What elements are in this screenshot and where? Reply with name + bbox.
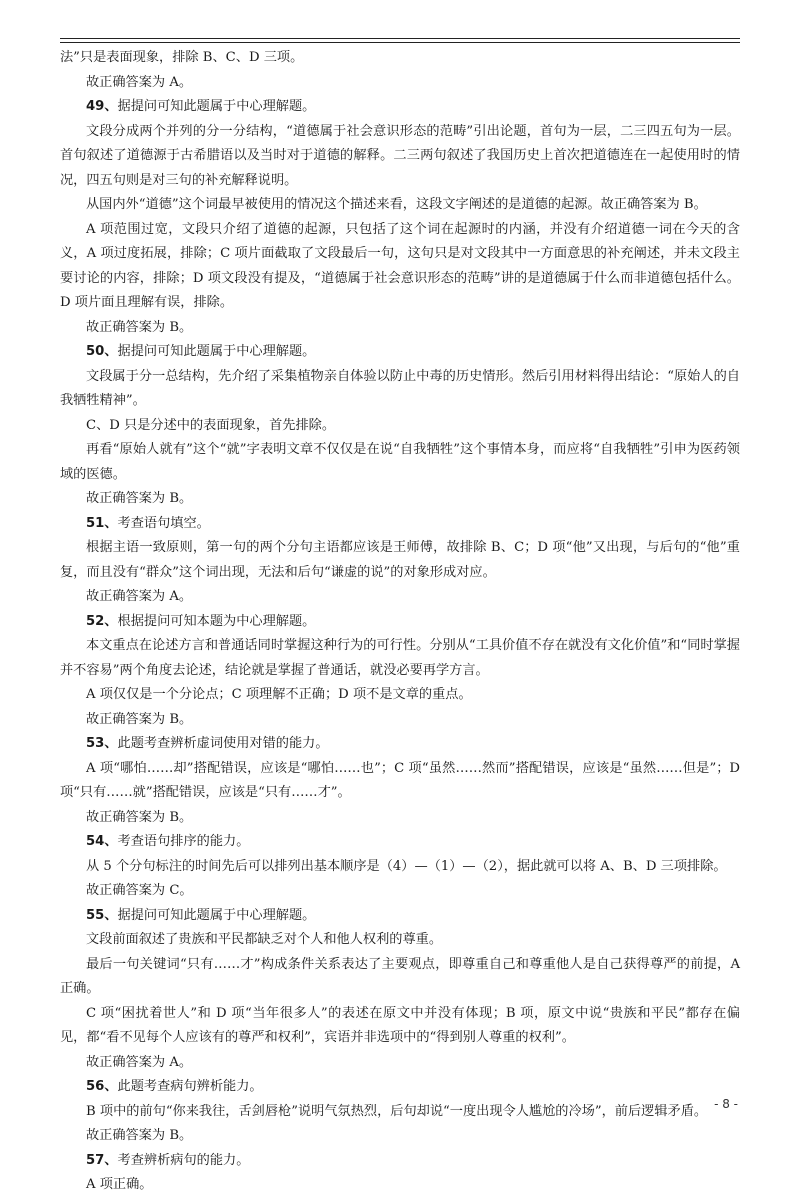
question-number: 56、 — [86, 1079, 118, 1094]
paragraph — [60, 1100, 740, 1125]
paragraph-text: 从 5 个分句标注的时间先后可以排列出基本顺序是（4）—（1）—（2），据此就可以将 A、B、D 三项排除。 — [86, 858, 727, 874]
paragraph — [60, 46, 740, 71]
paragraph — [60, 928, 740, 953]
paragraph-text: 故正确答案为 A。 — [86, 74, 193, 90]
paragraph-text: 此题考查辨析虚词使用对错的能力。 — [117, 736, 329, 751]
paragraph — [60, 193, 740, 218]
question-number: 57、 — [86, 1152, 118, 1168]
paragraph — [60, 487, 740, 512]
answer-explanations-body — [60, 46, 740, 1198]
paragraph — [60, 71, 740, 96]
question-number: 49、 — [86, 99, 118, 114]
paragraph-text: 最后一句关键词“只有……才”构成条件关系表达了主要观点，即尊重自己和尊重他人是自己获得尊严的前提，A 正确。 — [60, 956, 740, 996]
paragraph-text: 本文重点在论述方言和普通话同时掌握这种行为的可行性。分别从“工具价值不存在就没有文化价值”和“同时掌握并不容易”两个角度去论述，结论就是掌握了普通话，就没必要再学方言。 — [60, 638, 740, 678]
question-number: 50、 — [86, 344, 118, 359]
paragraph — [60, 855, 740, 880]
paragraph-text: C 项“困扰着世人”和 D 项“当年很多人”的表述在原文中并没有体现；B 项，原文中说“贵族和平民”都存在偏见，都“看不见每个人应该有的尊严和权利”，宾语并非选项中的“得到别人尊重的权利”。 — [60, 1005, 740, 1045]
paragraph — [60, 316, 740, 341]
paragraph — [60, 806, 740, 831]
paragraph — [60, 438, 740, 487]
paragraph — [60, 757, 740, 806]
paragraph-text: 故正确答案为 A。 — [86, 1054, 193, 1070]
paragraph — [60, 218, 740, 316]
paragraph — [60, 879, 740, 904]
paragraph-text: 故正确答案为 B。 — [86, 319, 193, 335]
paragraph-text: A 项仅仅是一个分论点；C 项理解不正确；D 项不是文章的重点。 — [86, 687, 472, 702]
paragraph — [60, 1124, 740, 1149]
header-rule-thin — [60, 42, 740, 43]
paragraph — [60, 634, 740, 683]
question-heading — [60, 340, 740, 365]
paragraph — [60, 683, 740, 708]
paragraph-text: 据提问可知此题属于中心理解题。 — [117, 907, 316, 923]
paragraph — [60, 414, 740, 439]
question-number: 55、 — [86, 907, 118, 923]
paragraph-text: 文段分成两个并列的分一分结构，“道德属于社会意识形态的范畴”引出论题，首句为一层，二三四五句为一层。首句叙述了道德源于古希腊语以及当时对于道德的解释。二三两句叙述了我国历史上首次把道德连在一起使用时的情况，四五句则是对三句的补充解释说明。 — [60, 123, 740, 188]
paragraph-text: 根据主语一致原则，第一句的两个分句主语都应该是王师傅，故排除 B、C；D 项“他”又出现，与后句的“他”重复，而且没有“群众”这个词出现，无法和后句“谦虚的说”的对象形成对应。 — [60, 540, 740, 580]
paragraph — [60, 1002, 740, 1051]
paragraph-text: 考查辨析病句的能力。 — [117, 1152, 250, 1168]
paragraph — [60, 120, 740, 194]
paragraph-text: B 项中的前句“你来我往，舌剑唇枪”说明气氛热烈，后句却说“一度出现令人尴尬的冷场”，前后逻辑矛盾。 — [86, 1103, 708, 1119]
paragraph — [60, 953, 740, 1002]
paragraph-text: 考查语句填空。 — [117, 515, 210, 531]
paragraph-text: 故正确答案为 C。 — [86, 883, 193, 898]
paragraph — [60, 708, 740, 733]
paragraph-text: 据提问可知此题属于中心理解题。 — [117, 344, 316, 359]
paragraph-text: A 项正确。 — [86, 1177, 153, 1192]
paragraph-text: 据提问可知此题属于中心理解题。 — [117, 99, 316, 114]
paragraph-text: 考查语句排序的能力。 — [117, 834, 250, 849]
question-number: 51、 — [86, 515, 118, 531]
question-number: 54、 — [86, 834, 118, 849]
paragraph-text: 此题考查病句辨析能力。 — [117, 1079, 263, 1094]
paragraph-text: 根据提问可知本题为中心理解题。 — [117, 613, 316, 629]
paragraph-text: A 项“哪怕……却”搭配错误，应该是“哪怕……也”；C 项“虽然……然而”搭配错误，应该是“虽然……但是”；D 项“只有……就”搭配错误，应该是“只有……才”。 — [60, 760, 740, 800]
question-heading — [60, 830, 740, 855]
question-heading — [60, 904, 740, 929]
paragraph-text: 故正确答案为 B。 — [86, 711, 193, 727]
paragraph — [60, 585, 740, 610]
paragraph-text: 再看“原始人就有”这个“就”字表明文章不仅仅是在说“自我牺牲”这个事情本身，而应将“自我牺牲”引申为医药领域的医德。 — [60, 442, 740, 482]
paragraph — [60, 365, 740, 414]
question-heading — [60, 610, 740, 635]
paragraph-text: 文段属于分一总结构，先介绍了采集植物亲自体验以防止中毒的历史情形。然后引用材料得出结论：“原始人的自我牺牲精神”。 — [60, 368, 740, 408]
header-rule-thick — [60, 38, 740, 39]
question-heading — [60, 512, 740, 537]
question-heading — [60, 1149, 740, 1174]
paragraph — [60, 536, 740, 585]
question-heading — [60, 95, 740, 120]
paragraph-text: 从国内外“道德”这个词最早被使用的情况这个描述来看，这段文字阐述的是道德的起源。故正确答案为 B。 — [86, 197, 707, 212]
paragraph — [60, 1051, 740, 1076]
paragraph-text: 故正确答案为 B。 — [86, 491, 193, 506]
paragraph-text: 文段前面叙述了贵族和平民都缺乏对个人和他人权利的尊重。 — [86, 932, 443, 947]
paragraph-text: 故正确答案为 B。 — [86, 809, 193, 825]
question-heading — [60, 732, 740, 757]
paragraph-text: 故正确答案为 A。 — [86, 589, 193, 604]
question-heading — [60, 1075, 740, 1100]
page-number: - 8 - — [714, 1097, 738, 1111]
paragraph-text: A 项范围过宽，文段只介绍了道德的起源，只包括了这个词在起源时的内涵，并没有介绍道德一词在今天的含义，A 项过度拓展，排除；C 项片面截取了文段最后一句，这句只是对文段其中一方面意思的补充阐述，并未文段主要讨论的内容，排除；D 项文段没有提及，“道德属于社会意识形态的范畴”讲的是道德属于什么而非道德包括什么。D 项片面且理解有误，排除。 — [60, 221, 740, 310]
paragraph-text: 故正确答案为 B。 — [86, 1128, 193, 1143]
question-number: 52、 — [86, 613, 118, 629]
paragraph — [60, 1173, 740, 1198]
question-number: 53、 — [86, 736, 118, 751]
paragraph-text: 法”只是表面现象，排除 B、C、D 三项。 — [60, 50, 304, 65]
paragraph-text: C、D 只是分述中的表面现象，首先排除。 — [86, 417, 336, 433]
